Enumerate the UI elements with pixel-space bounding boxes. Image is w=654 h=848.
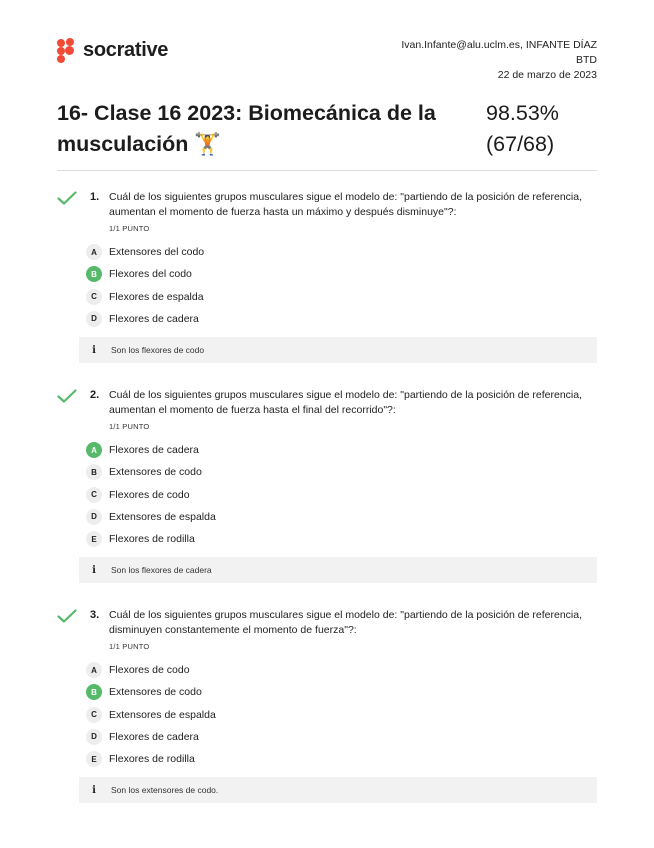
check-icon xyxy=(57,608,77,624)
socrative-logo xyxy=(57,38,168,63)
answer-option xyxy=(86,244,204,260)
info-icon: i xyxy=(92,784,96,796)
explanation-text: Son los extensores de codo. xyxy=(111,785,219,795)
option-text: Flexores de codo xyxy=(109,488,190,501)
question-number: 3. xyxy=(90,609,100,621)
question-points: 1/1 PUNTO xyxy=(109,642,150,651)
option-text: Flexores de cadera xyxy=(109,444,199,456)
correct-answer-badge: B xyxy=(86,266,102,282)
option-text: Extensores de codo xyxy=(109,466,202,479)
info-icon: i xyxy=(92,344,96,356)
report-page xyxy=(57,0,597,796)
score-percent: 98.53% xyxy=(486,101,559,125)
answer-option xyxy=(86,289,204,305)
correct-answer-badge: A xyxy=(86,442,102,458)
report-header xyxy=(57,0,597,96)
answer-option xyxy=(86,729,199,745)
option-letter-badge: D xyxy=(86,509,102,525)
option-letter-badge: E xyxy=(86,531,102,547)
answer-option xyxy=(86,707,216,723)
answer-option xyxy=(86,266,192,282)
answer-option xyxy=(86,509,216,525)
option-text: Flexores de rodilla xyxy=(109,753,195,766)
user-group: BTD xyxy=(576,54,597,66)
option-letter-badge: B xyxy=(86,464,102,480)
question-number: 2. xyxy=(90,389,100,401)
explanation-text: Son los flexores de cadera xyxy=(111,565,212,575)
user-email-name: Ivan.Infante@alu.uclm.es, INFANTE DÍAZ xyxy=(401,39,597,51)
option-letter-badge: A xyxy=(86,244,102,260)
option-letter-badge: D xyxy=(86,729,102,745)
answer-option xyxy=(86,442,199,458)
answer-option xyxy=(86,311,199,327)
socrative-logo-icon xyxy=(57,38,78,63)
option-letter-badge: C xyxy=(86,707,102,723)
quiz-title: 16- Clase 16 2023: Biomecánica de la musculación 🏋️ xyxy=(57,101,436,156)
option-letter-badge: E xyxy=(86,751,102,767)
answer-option xyxy=(86,531,195,547)
answer-option xyxy=(86,464,202,480)
question-number: 1. xyxy=(90,191,100,203)
option-text: Flexores de cadera xyxy=(109,730,199,743)
answer-option xyxy=(86,662,190,678)
option-text: Extensores de espalda xyxy=(109,708,216,721)
option-text: Flexores de espalda xyxy=(109,290,204,303)
report-date: 22 de marzo de 2023 xyxy=(497,69,597,81)
option-text: Flexores de rodilla xyxy=(109,533,195,546)
option-letter-badge: A xyxy=(86,662,102,678)
question-points: 1/1 PUNTO xyxy=(109,224,150,233)
explanation-text: Son los flexores de codo xyxy=(111,345,205,355)
logo-text: socrative xyxy=(83,39,169,61)
option-text: Extensores de espalda xyxy=(109,510,216,523)
info-icon: i xyxy=(92,564,96,576)
quiz-score xyxy=(486,98,559,160)
option-text: Flexores de codo xyxy=(109,664,190,676)
option-letter-badge: C xyxy=(86,487,102,503)
option-text: Flexores del codo xyxy=(109,268,192,281)
option-letter-badge: C xyxy=(86,289,102,305)
question-text: Cuál de los siguientes grupos musculares sigue el modelo de: "partiendo de la posición de referencia, aumentan el momento de fuerza hasta el final del recorrido"?: xyxy=(109,389,583,416)
option-text: Extensores de codo xyxy=(109,686,202,699)
user-info xyxy=(401,38,597,83)
score-ratio: (67/68) xyxy=(486,132,555,156)
option-text: Flexores de cadera xyxy=(109,312,199,325)
explanation-box xyxy=(79,557,597,583)
question-text: Cuál de los siguientes grupos musculares sigue el modelo de: "partiendo de la posición de referencia, aumentan el momento de fuerza hasta un máximo y después disminuye"?: xyxy=(109,191,583,218)
check-icon xyxy=(57,190,77,206)
option-letter-badge: D xyxy=(86,311,102,327)
explanation-box xyxy=(79,337,597,363)
correct-answer-badge: B xyxy=(86,684,102,700)
question-text: Cuál de los siguientes grupos musculares sigue el modelo de: "partiendo de la posición de referencia, disminuyen constantemente el momento de fuerza"?: xyxy=(109,609,583,636)
check-icon xyxy=(57,388,77,404)
quiz-title-row xyxy=(57,96,597,171)
question-points: 1/1 PUNTO xyxy=(109,422,150,431)
explanation-box xyxy=(79,777,597,803)
answer-option xyxy=(86,751,195,767)
answer-option xyxy=(86,487,190,503)
option-text: Extensores del codo xyxy=(109,246,205,258)
answer-option xyxy=(86,684,202,700)
